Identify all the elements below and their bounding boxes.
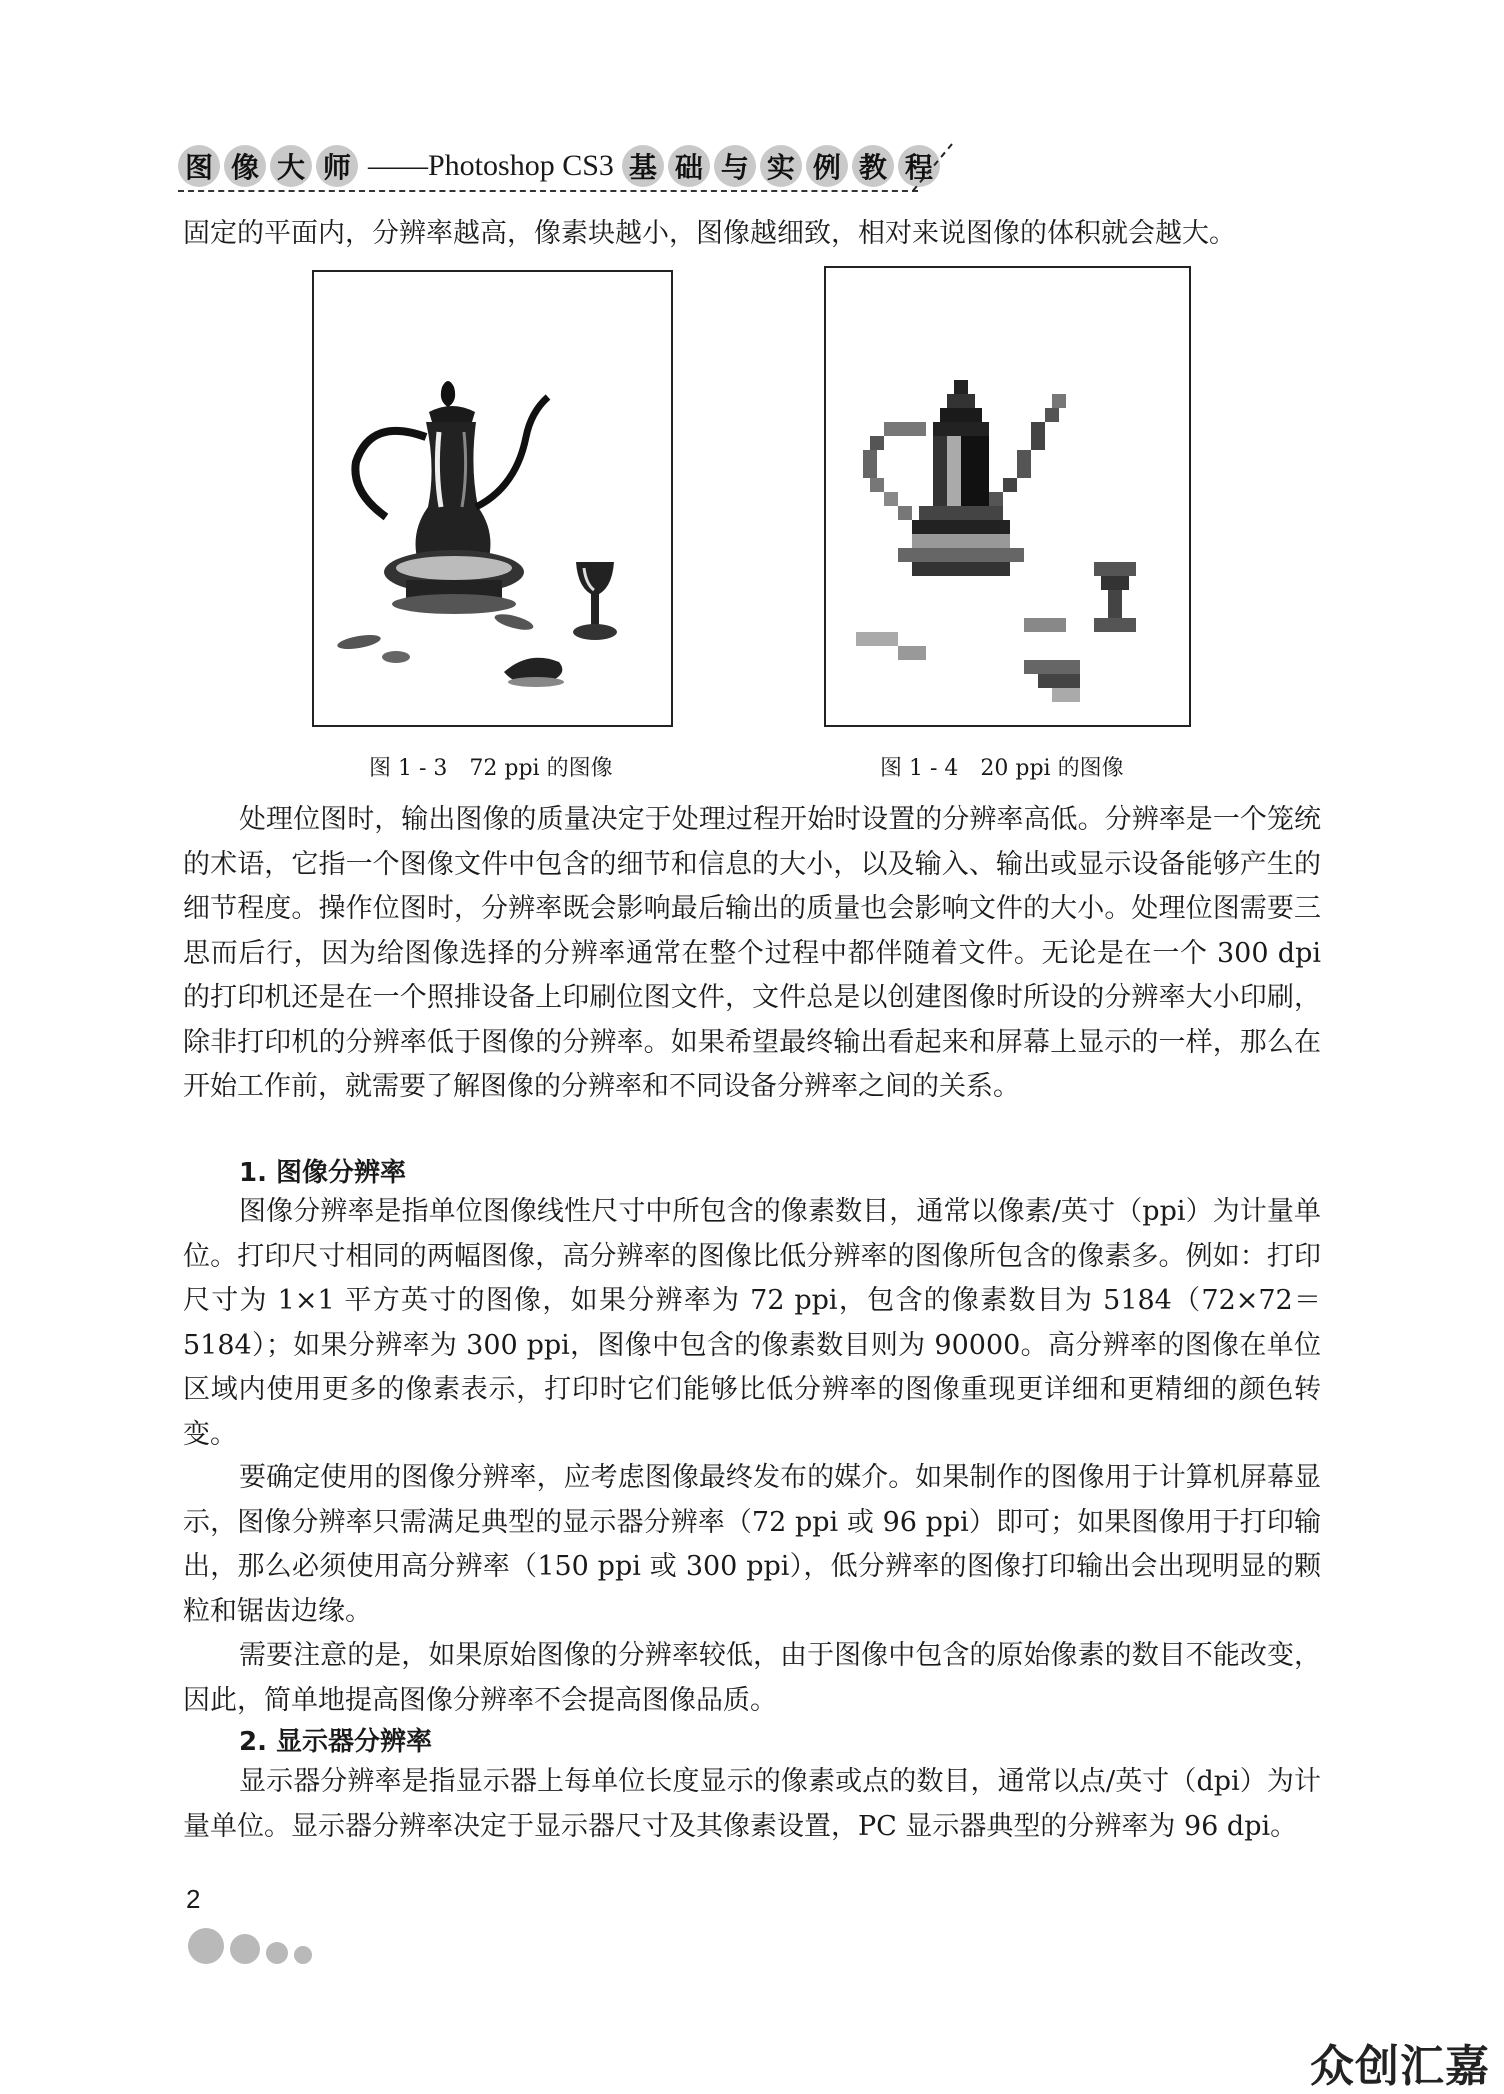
header-char: 实 — [760, 145, 802, 187]
figure-20ppi — [824, 266, 1191, 727]
header-slash-decoration — [908, 140, 956, 196]
figure-caption: 图 1 - 3 72 ppi 的图像 — [369, 756, 613, 781]
decor-dot — [266, 1942, 288, 1964]
body-paragraph: 要确定使用的图像分辨率，应考虑图像最终发布的媒介。如果制作的图像用于计算机屏幕显示，图像分辨率只需满足典型的显示器分辨率（72 ppi 或 96 ppi）即可；如果图像用于打印输出，那么必须使用高分辨率（150 ppi 或 300 ppi），低分辨率的图像打印输出会出现明显的颗粒和锯齿边缘。 — [183, 1462, 1321, 1627]
header-char: 例 — [806, 145, 848, 187]
body-paragraph: 处理位图时，输出图像的质量决定于处理过程开始时设置的分辨率高低。分辨率是一个笼统的术语，它指一个图像文件中包含的细节和信息的大小，以及输入、输出或显示设备能够产生的细节程度。操作位图时，分辨率既会影响最后输出的质量也会影响文件的大小。处理位图需要三思而后行，因为给图像选择的分辨率通常在整个过程中都伴随着文件。无论是在一个 300 dpi 的打印机还是在一个照排设备上印刷位图文件，文件总是以创建图像时所设的分辨率大小印刷，除非打印机的分辨率低于图像的分辨率。如果希望最终输出看起来和屏幕上显示的一样，那么在开始工作前，就需要了解图像的分辨率和不同设备分辨率之间的关系。 — [183, 804, 1321, 1102]
header-title-middle: ——Photoshop CS3 — [368, 149, 614, 182]
figure-caption: 图 1 - 4 20 ppi 的图像 — [880, 756, 1124, 781]
watermark: 众创汇嘉 — [1310, 2041, 1490, 2092]
decor-dot — [230, 1934, 260, 1964]
body-paragraph: 图像分辨率是指单位图像线性尺寸中所包含的像素数目，通常以像素/英寸（ppi）为计量单位。打印尺寸相同的两幅图像，高分辨率的图像比低分辨率的图像所包含的像素多。例如：打印尺寸为 1×1 平方英寸的图像，如果分辨率为 72 ppi，包含的像素数目为 5184（72×72＝5184）；如果分辨率为 300 ppi，图像中包含的像素数目则为 90000。高分辨率的图像在单位区域内使用更多的像素表示，打印时它们能够比低分辨率的图像重现更详细和更精细的颜色转变。 — [183, 1196, 1321, 1450]
header-rule — [178, 190, 918, 192]
header-char: 师 — [316, 145, 358, 187]
body-paragraph: 显示器分辨率是指显示器上每单位长度显示的像素或点的数目，通常以点/英寸（dpi）为计量单位。显示器分辨率决定于显示器尺寸及其像素设置，PC 显示器典型的分辨率为 96 dpi。 — [183, 1766, 1321, 1842]
header-char: 础 — [668, 145, 710, 187]
figure-72ppi — [312, 270, 673, 727]
header-char: 图 — [178, 145, 220, 187]
header-char: 程 — [898, 145, 940, 187]
teapot-image-pixelated — [826, 268, 1189, 725]
section-heading: 2. 显示器分辨率 — [239, 1727, 433, 1757]
header-char: 与 — [714, 145, 756, 187]
decor-dot — [188, 1928, 224, 1964]
header-char: 大 — [270, 145, 312, 187]
body-paragraph: 需要注意的是，如果原始图像的分辨率较低，由于图像中包含的原始像素的数目不能改变，因此，简单地提高图像分辨率不会提高图像品质。 — [183, 1640, 1321, 1716]
decor-dot — [294, 1946, 312, 1964]
intro-paragraph: 固定的平面内，分辨率越高，像素块越小，图像越细致，相对来说图像的体积就会越大。 — [183, 218, 1236, 249]
header-char: 教 — [852, 145, 894, 187]
running-header — [178, 142, 944, 190]
section-heading: 1. 图像分辨率 — [239, 1158, 407, 1188]
footer-dots-decoration — [188, 1928, 312, 1964]
header-char: 像 — [224, 145, 266, 187]
teapot-image-smooth — [314, 272, 671, 725]
page-number: 2 — [186, 1884, 201, 1914]
header-char: 基 — [622, 145, 664, 187]
